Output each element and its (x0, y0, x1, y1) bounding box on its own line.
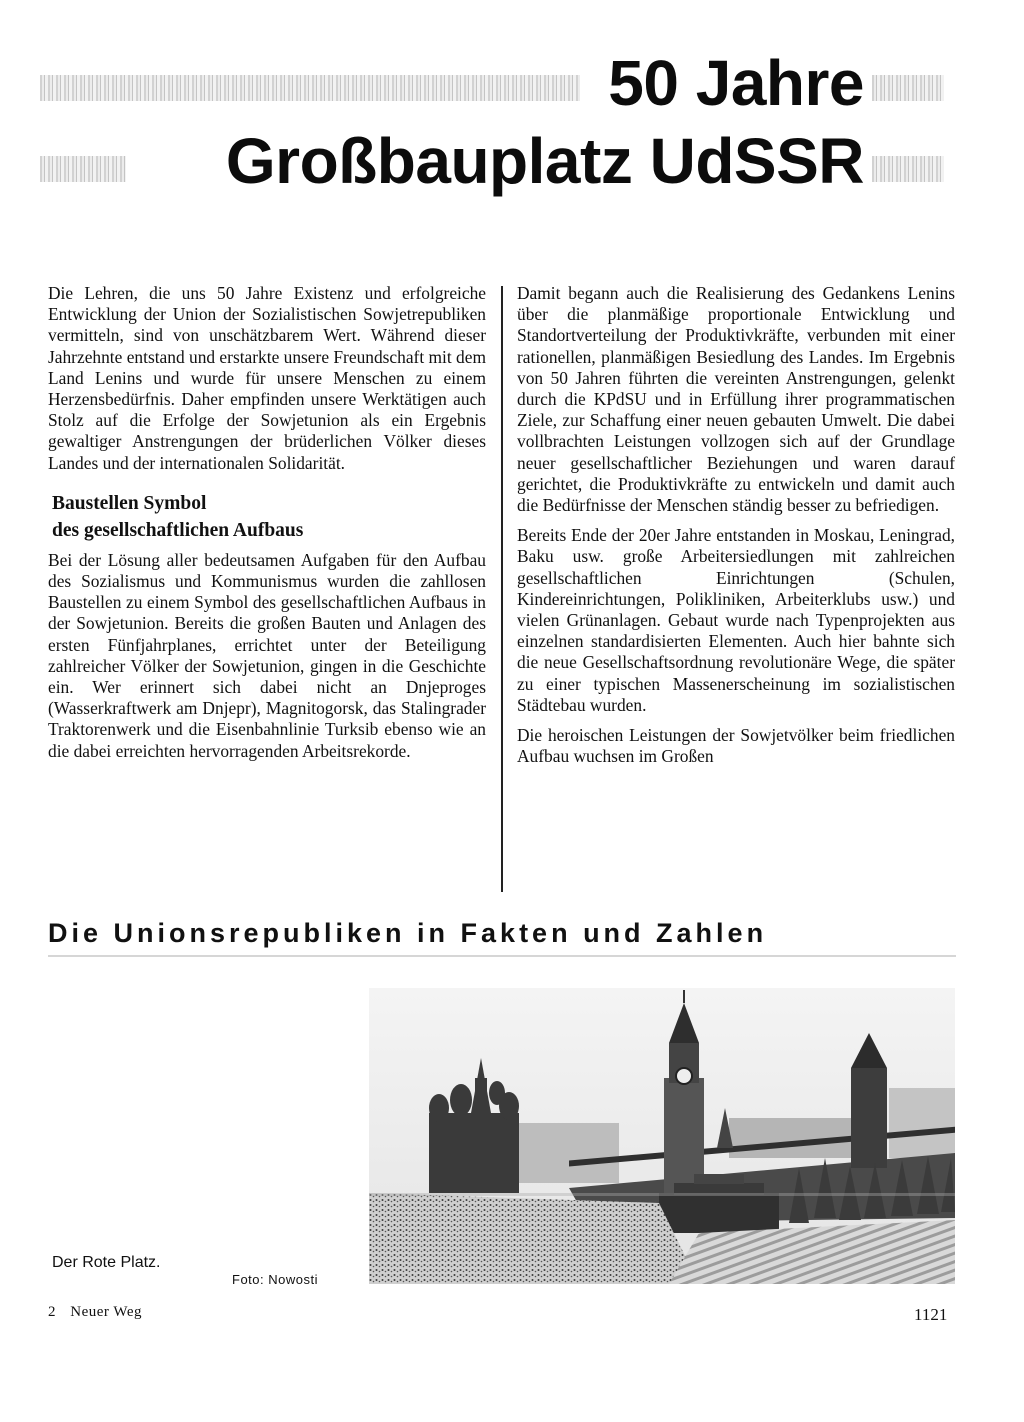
photo-credit: Foto: Nowosti (232, 1272, 318, 1287)
column-divider (501, 286, 503, 892)
footer-left (48, 1304, 142, 1321)
article-column-right (517, 283, 955, 776)
subheading-line-1: Baustellen Symbol (52, 492, 207, 514)
subheading-line-2: des gesellschaftlichen Aufbaus (52, 519, 304, 541)
title-line-1: 50 Jahre (608, 47, 864, 119)
photo-caption: Der Rote Platz. (52, 1254, 161, 1271)
header-band-left-1 (40, 75, 580, 101)
section-heading: Die Unionsrepubliken in Fakten und Zahlen (48, 918, 768, 948)
header-band-right-1 (872, 75, 944, 101)
page-number-right: 1121 (914, 1305, 948, 1324)
article-subheading (52, 490, 486, 544)
article-paragraph: Bereits Ende der 20er Jahre entstanden in Moskau, Leningrad, Baku usw. große Arbeitersiedlungen mit zahlreichen gesellschaftlichen Einrichtungen (Schulen, Kindereinrichtungen, Polikliniken, Arbeiterklubs usw.) und vielen Grünanlagen. Gebaut wurde nach Typenprojekten aus einzelnen standardisierten Elementen. Auch hier bahnte sich die neue Gesellschaftsordnung revolutionäre Wege, die später zu einer typischen Massenerscheinung im sozialistischen Städtebau wurden. (517, 525, 955, 715)
article-paragraph: Damit begann auch die Realisierung des Gedankens Lenins über die planmäßige proportionale Entwicklung und Standortverteilung der Produktivkräfte, verbunden mit einer rationellen, planmäßigen Besiedlung des Landes. Im Ergebnis von 50 Jahren führten die vereinten Anstrengungen, gelenkt durch die KPdSU und in Erfüllung ihrer programmatischen Ziele, zur Schaffung einer neuen gebauten Umwelt. Die dabei vollbrachten Leistungen vollzogen sich auf der Grundlage neuer gesellschaftlicher Beziehungen und waren darauf gerichtet, die Produktivkräfte zu entwickeln und damit auch die Bedürfnisse der Menschen ständig besser zu befriedigen. (517, 283, 955, 516)
section-rule (48, 955, 956, 957)
magazine-name: Neuer Weg (70, 1304, 142, 1320)
page-number-left: 2 (48, 1304, 56, 1320)
article-paragraph: Die heroischen Leistungen der Sowjetvölker beim friedlichen Aufbau wuchsen im Großen (517, 725, 955, 767)
header-band-right-2 (872, 156, 944, 182)
red-square-photo (369, 988, 955, 1284)
article-column-left (48, 283, 486, 771)
red-square-illustration (369, 988, 955, 1284)
article-paragraph: Bei der Lösung aller bedeutsamen Aufgaben für den Aufbau des Sozialismus und Kommunismus wurden die zahllosen Baustellen zu einem Symbol des gesellschaftlichen Aufbaus in der Sowjetunion. Bereits die großen Bauten und Anlagen des ersten Fünfjahrplanes, errichtet unter der Beteiligung zahlreicher Völker der Sowjetunion, gingen in die Geschichte ein. Wer erinnert sich dabei nicht an Dnjeproges (Wasserkraftwerk am Dnjepr), Magnitogorsk, das Stalingrader Traktorenwerk und die Eisenbahnlinie Turksib ebenso wie an die dabei erreichten hervorragenden Arbeitsrekorde. (48, 549, 486, 761)
header-band-left-2 (40, 156, 126, 182)
title-line-2: Großbauplatz UdSSR (225, 125, 864, 197)
article-paragraph: Die Lehren, die uns 50 Jahre Existenz und erfolgreiche Entwicklung der Union der Sozialistischen Sowjetrepubliken vermitteln, sind von unschätzbarem Wert. Während dieser Jahrzehnte entstand und erstarkte unsere Freundschaft mit dem Land Lenins und wurde für unsere Menschen zu einem Herzensbedürfnis. Daher empfinden unsere Werktätigen auch Stolz auf die Erfolge der Sowjetunion als ein Ergebnis gewaltiger Anstrengungen der brüderlichen Völker dieses Landes und der internationalen Solidarität. (48, 283, 487, 473)
